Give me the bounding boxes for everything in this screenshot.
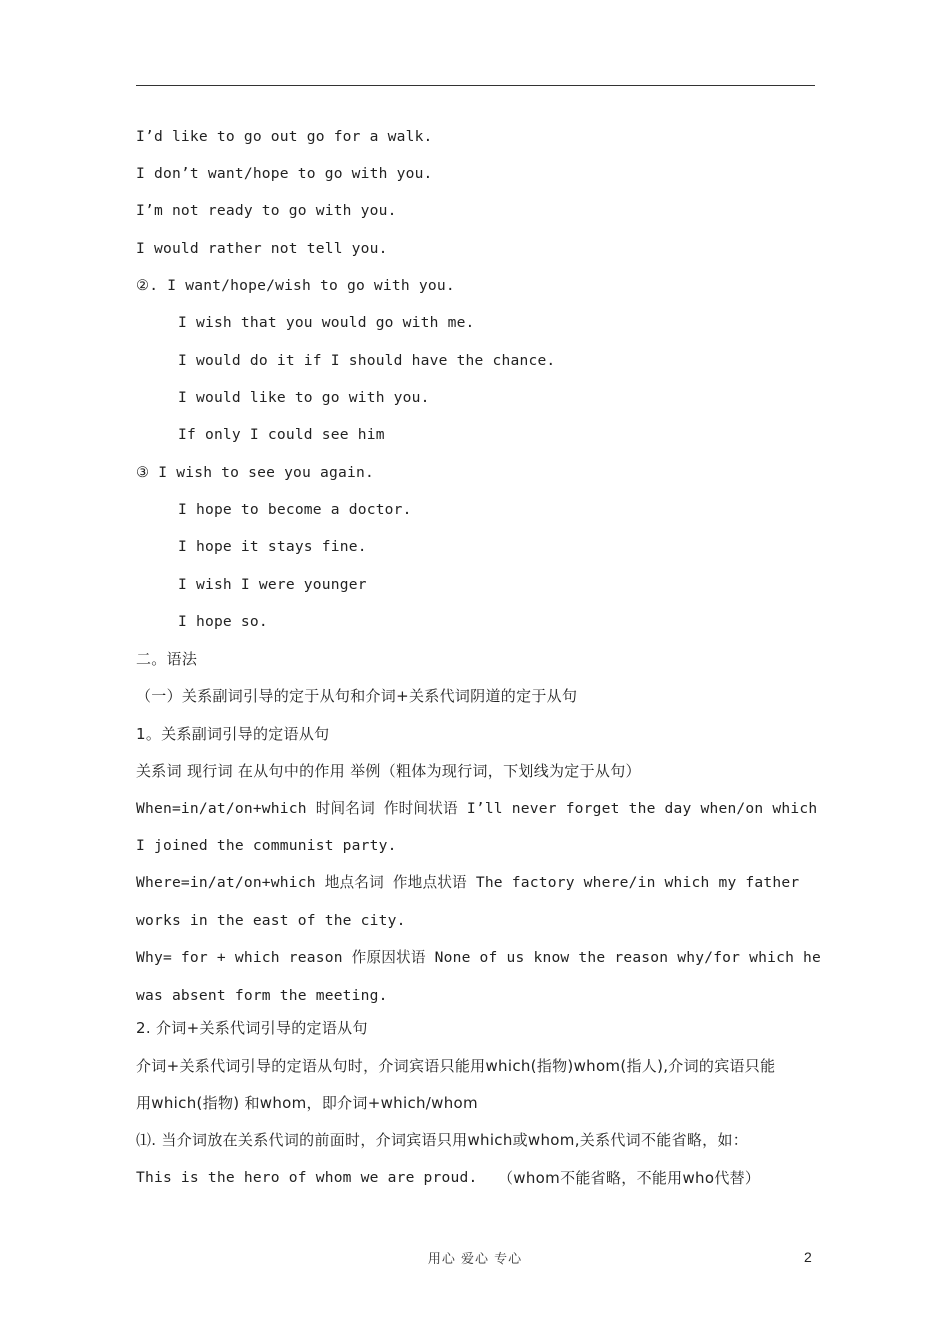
text-line: ③ I wish to see you again. [136, 464, 374, 481]
text-line: ②. I want/hope/wish to go with you. [136, 277, 455, 294]
page-number: 2 [804, 1249, 812, 1265]
note-text: （whom不能省略，不能用who代替） [498, 1169, 761, 1187]
text-line: I hope to become a doctor. [178, 501, 412, 518]
text-line: I would rather not tell you. [136, 240, 388, 257]
text-line: Why= for + which reason 作原因状语 None of us know the reason why/for which he [136, 949, 822, 966]
text-line: Where=in/at/on+which 地点名词 作地点状语 The factory where/in which my father [136, 874, 800, 891]
text-line: I hope it stays fine. [178, 538, 367, 555]
subsection-heading: （一）关系副词引导的定于从句和介词+关系代词阴道的定于从句 [136, 687, 578, 705]
text-line: I joined the communist party. [136, 837, 397, 854]
text-line: works in the east of the city. [136, 912, 406, 929]
page-footer: 用心 爱心 专心 [427, 1252, 523, 1267]
text-line: I don’t want/hope to go with you. [136, 165, 433, 182]
text-line: 关系词 现行词 在从句中的作用 举例（粗体为现行词，下划线为定于从句） [136, 762, 641, 780]
text-line: This is the hero of whom we are proud. [136, 1169, 478, 1186]
text-line: If only I could see him [178, 426, 385, 443]
text-line: I would like to go with you. [178, 389, 430, 406]
text-line: I wish I were younger [178, 576, 367, 593]
text-line: I would do it if I should have the chance. [178, 352, 556, 369]
section-heading: 二。语法 [136, 650, 198, 668]
text-line: 用which(指物) 和whom，即介词+which/whom [136, 1094, 478, 1112]
header-rule [136, 85, 815, 86]
text-line: was absent form the meeting. [136, 987, 388, 1004]
text-line: I wish that you would go with me. [178, 314, 475, 331]
text-line: When=in/at/on+which 时间名词 作时间状语 I’ll never forget the day when/on which [136, 800, 818, 817]
text-line: I hope so. [178, 613, 268, 630]
subsection-heading: 2. 介词+关系代词引导的定语从句 [136, 1019, 368, 1037]
text-line: ⑴. 当介词放在关系代词的前面时，介词宾语只用which或whom,关系代词不能省略，如： [136, 1131, 749, 1149]
subsection-heading: 1。关系副词引导的定语从句 [136, 725, 330, 743]
text-line: 介词+关系代词引导的定语从句时，介词宾语只能用which(指物)whom(指人),介词的宾语只能 [136, 1057, 776, 1075]
text-line: I’d like to go out go for a walk. [136, 128, 433, 145]
text-line: I’m not ready to go with you. [136, 202, 397, 219]
